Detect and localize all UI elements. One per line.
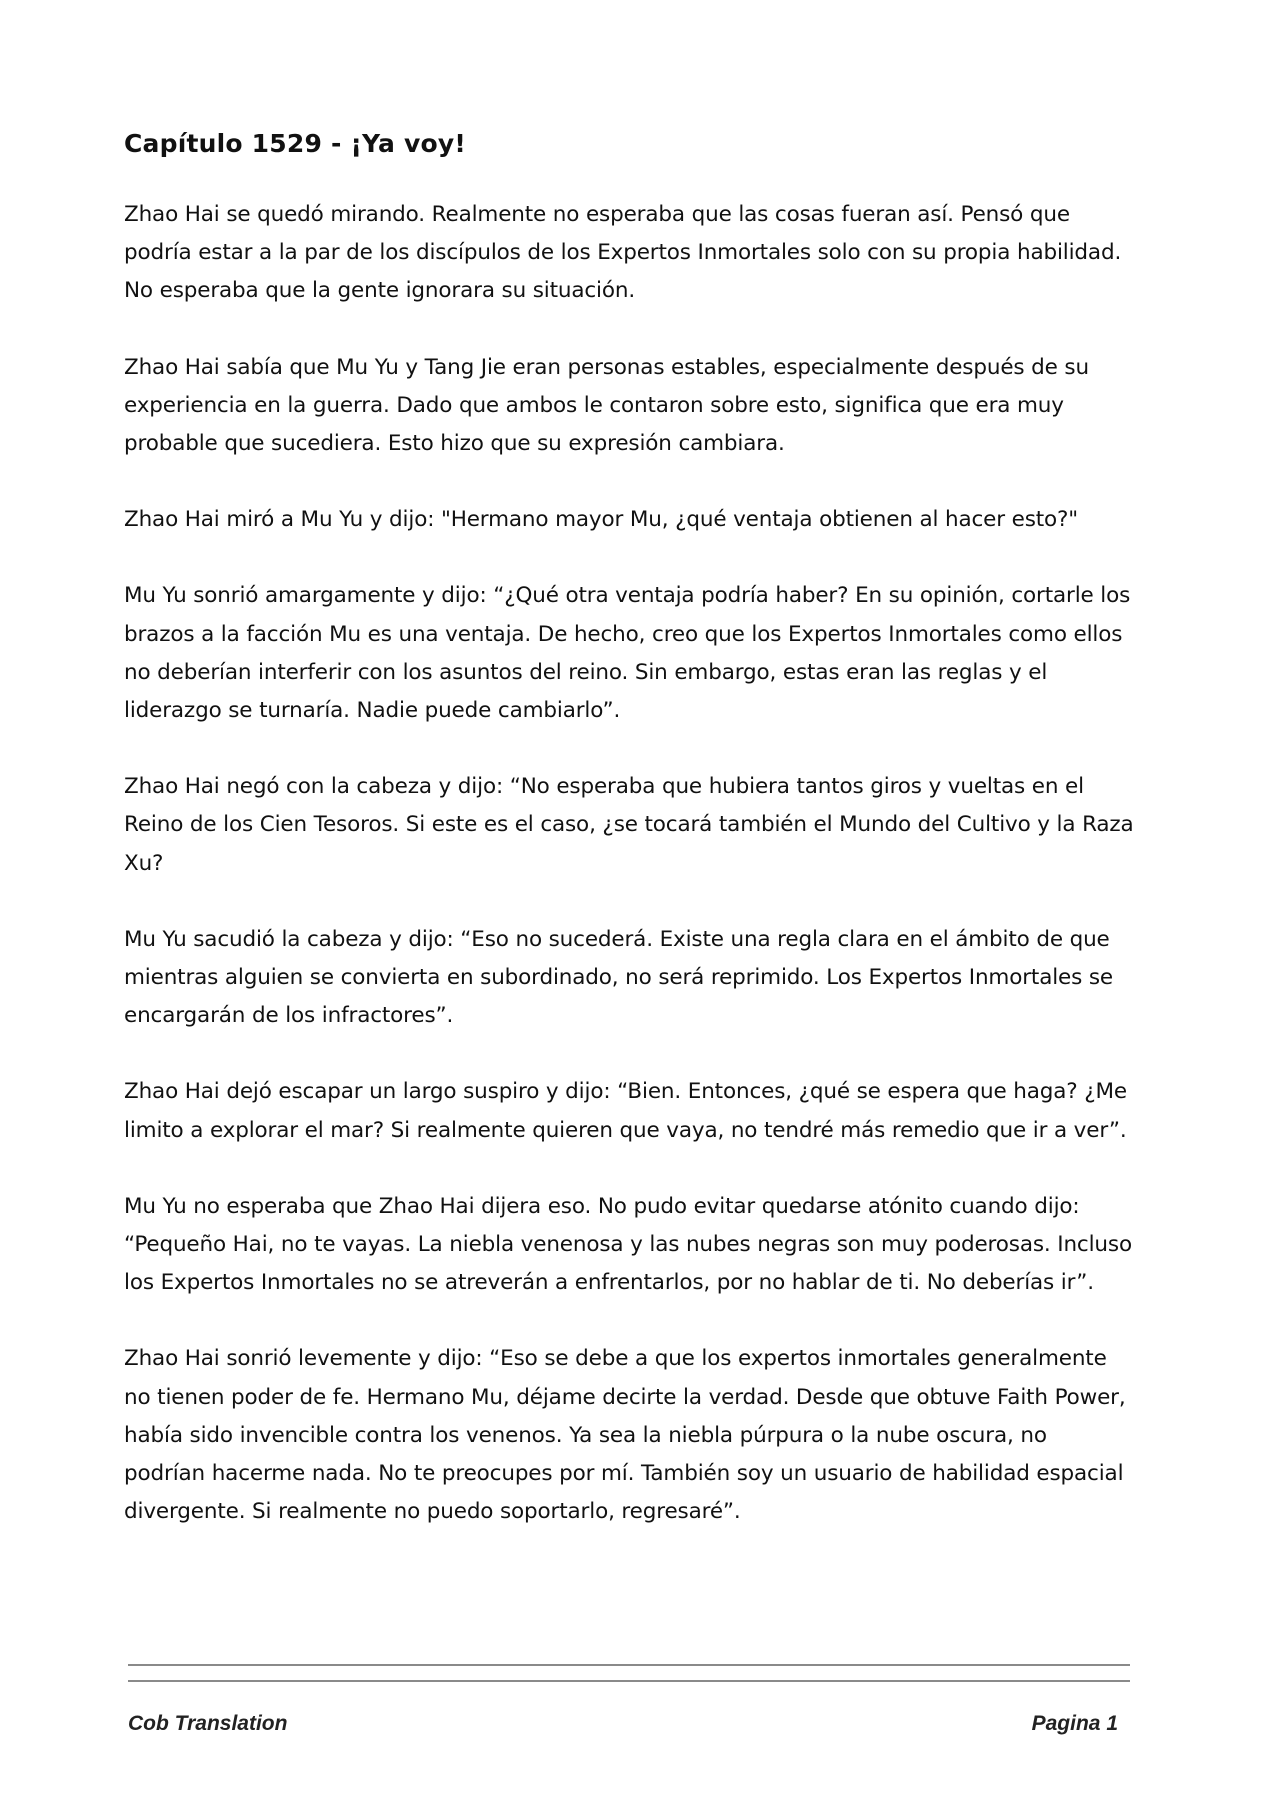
footer-translator-name: Cob Translation: [128, 1712, 288, 1735]
footer-divider-bottom: [128, 1680, 1130, 1682]
page-content: [124, 128, 1134, 1569]
paragraph: Zhao Hai miró a Mu Yu y dijo: "Hermano mayor Mu, ¿qué ventaja obtienen al hacer esto?": [124, 507, 1079, 533]
footer-divider-top: [128, 1664, 1130, 1666]
paragraph: Zhao Hai sabía que Mu Yu y Tang Jie eran personas estables, especialmente después de su experiencia en la guerra. Dado que ambos le contaron sobre esto, significa que era muy probable que sucediera. Esto hizo que su expresión cambiara.: [124, 354, 1089, 457]
paragraph: Zhao Hai negó con la cabeza y dijo: “No esperaba que hubiera tantos giros y vueltas en el Reino de los Cien Tesoros. Si este es el caso, ¿se tocará también el Mundo del Cultivo y la Raza Xu?: [124, 774, 1134, 876]
paragraph: Zhao Hai sonrió levemente y dijo: “Eso se debe a que los expertos inmortales generalmente no tienen poder de fe. Hermano Mu, déjame decirte la verdad. Desde que obtuve Faith Power, había sido invencible contra los venenos. Ya sea la niebla púrpura o la nube oscura, no podrían hacerme nada. No te preocupes por mí. También soy un usuario de habilidad espacial divergente. Si realmente no puedo soportarlo, regresaré”.: [124, 1346, 1126, 1525]
footer-page-number: Pagina 1: [1031, 1712, 1118, 1735]
paragraph: Mu Yu sonrió amargamente y dijo: “¿Qué otra ventaja podría haber? En su opinión, cortarle los brazos a la facción Mu es una ventaja. De hecho, creo que los Expertos Inmortales como ellos no deberían interferir con los asuntos del reino. Sin embargo, estas eran las reglas y el liderazgo se turnaría. Nadie puede cambiarlo”.: [124, 583, 1131, 724]
paragraph: Zhao Hai se quedó mirando. Realmente no esperaba que las cosas fueran así. Pensó que podría estar a la par de los discípulos de los Expertos Inmortales solo con su propia habilidad. No esperaba que la gente ignorara su situación.: [124, 202, 1122, 304]
paragraph: Mu Yu no esperaba que Zhao Hai dijera eso. No pudo evitar quedarse atónito cuando dijo: “Pequeño Hai, no te vayas. La niebla venenosa y las nubes negras son muy poderosas. Incluso los Expertos Inmortales no se atreverán a enfrentarlos, por no hablar de ti. No deberías ir”.: [124, 1193, 1132, 1296]
paragraph: Zhao Hai dejó escapar un largo suspiro y dijo: “Bien. Entonces, ¿qué se espera que haga? ¿Me limito a explorar el mar? Si realmente quieren que vaya, no tendré más remedio que ir a ver”.: [124, 1079, 1127, 1143]
paragraph: Mu Yu sacudió la cabeza y dijo: “Eso no sucederá. Existe una regla clara en el ámbito de que mientras alguien se convierta en subordinado, no será reprimido. Los Expertos Inmortales se encargarán de los infractores”.: [124, 926, 1113, 1029]
chapter-title: Capítulo 1529 - ¡Ya voy!: [124, 129, 466, 158]
